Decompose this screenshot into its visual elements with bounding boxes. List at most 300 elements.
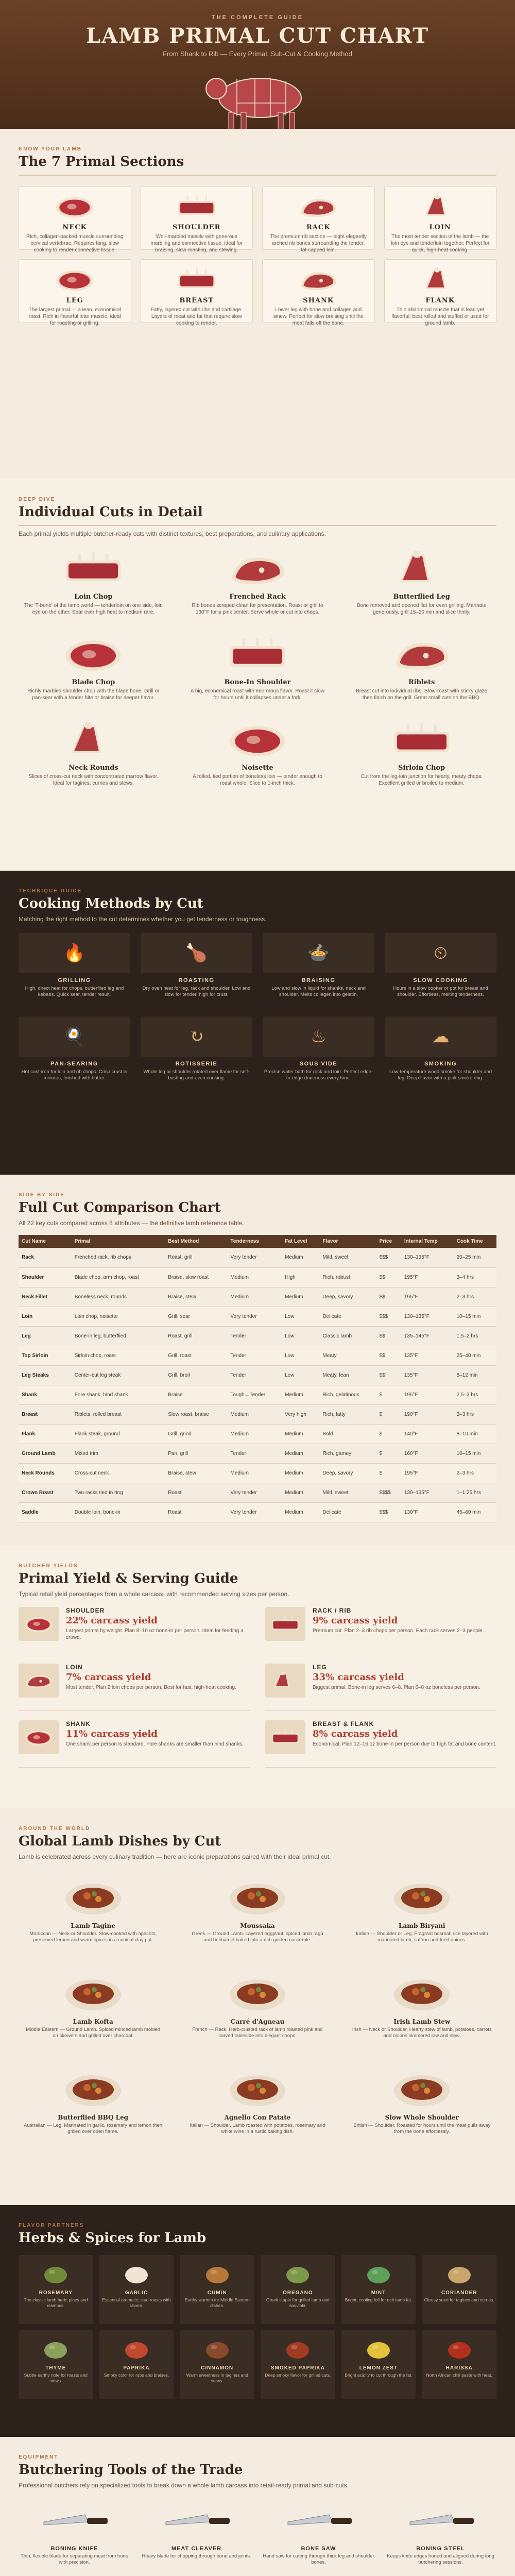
yield-item: [19, 1607, 250, 1654]
herbs-eyebrow: FLAVOR PARTNERS: [19, 2223, 84, 2228]
method-card[interactable]: [19, 1016, 130, 1090]
herb-description: North African chili paste with heat.: [426, 2372, 492, 2378]
herb-name: SMOKED PAPRIKA: [270, 2365, 325, 2371]
dish-image: [348, 1967, 496, 2016]
herb-icon: [21, 2259, 91, 2288]
table-cell: Medium: [227, 1287, 282, 1307]
table-cell: Braise, stew: [165, 1463, 227, 1483]
table-cell: 135°F: [401, 1346, 454, 1365]
table-row: [19, 1404, 496, 1424]
tools-grid: [19, 2498, 496, 2576]
table-cell: Delicate: [319, 1502, 376, 1522]
cut-description: Breast cut into individual ribs. Slow-roast with sticky glaze then finish on the grill. Great small cuts on the BBQ.: [356, 688, 488, 701]
table-cell: Medium: [227, 1267, 282, 1287]
tool-description: Keeps knife edges honed and aligned during long butchering sessions.: [387, 2553, 494, 2566]
individual-cuts: [0, 479, 515, 871]
cut-item[interactable]: [19, 719, 168, 796]
method-card[interactable]: [141, 1016, 252, 1090]
table-cell: $$$: [376, 1248, 401, 1267]
herb-name: ROSEMARY: [39, 2290, 73, 2296]
primal-eyebrow: KNOW YOUR LAMB: [19, 146, 82, 152]
table-row: [19, 1307, 496, 1326]
global-dishes: [0, 1808, 515, 2205]
method-card[interactable]: [385, 1016, 496, 1090]
methods-grid: [19, 933, 496, 1090]
table-cell: 3–4 hrs: [454, 1267, 496, 1287]
dish-name: Carré d'Agneau: [230, 2018, 285, 2025]
primal-name: LEG: [66, 297, 83, 304]
herb-icon: [263, 2334, 333, 2363]
primal-image: [147, 193, 247, 221]
comparison-chart: [0, 1175, 515, 1546]
method-name: PAN-SEARING: [50, 1061, 98, 1067]
table-cell: Tender: [227, 1346, 282, 1365]
cut-description: Slices of cross-cut neck with concentrated marrow flavor. Ideal for tagines, curries and stews.: [28, 774, 159, 786]
herb-icon: [182, 2259, 252, 2288]
divider: [19, 525, 496, 526]
table-cell: Center-cut leg steak: [72, 1365, 165, 1385]
plate-illustration: [391, 2064, 453, 2110]
dish-card[interactable]: [183, 2062, 332, 2151]
table-row: [19, 1248, 496, 1267]
primal-name: SHANK: [303, 297, 334, 304]
table-cell: Deep, savory: [319, 1287, 376, 1307]
table-cell: Low: [282, 1346, 319, 1365]
method-name: SOUS VIDE: [299, 1061, 338, 1067]
dish-card[interactable]: [348, 1871, 496, 1959]
yield-title: Primal Yield & Serving Guide: [19, 1571, 238, 1586]
dish-card[interactable]: [348, 2062, 496, 2151]
table-header-cell: Cut Name: [19, 1235, 72, 1248]
herb-card: [99, 2255, 174, 2324]
primal-description: The largest primal — a lean, economical roast. Rich in flavorful lean muscle, ideal for roasting or grilling.: [28, 307, 121, 326]
table-cell: Deep, savory: [319, 1463, 376, 1483]
dish-card[interactable]: [183, 1871, 332, 1959]
tools-description: Professional butchers rely on specialized tools to break down a whole lamb carcass into retail-ready primal and sub-cuts.: [19, 2482, 349, 2489]
herb-icon: [344, 2334, 414, 2363]
herb-card: [19, 2330, 93, 2399]
table-cell: $: [376, 1404, 401, 1424]
herbs-grid: [19, 2255, 496, 2399]
plate-illustration: [62, 1872, 124, 1919]
cut-description: Richly marbled shoulder chop with the blade bone. Grill or pan-sear with a tender bite or braise for deeper flavor.: [27, 688, 160, 701]
table-cell: 20–25 min: [454, 1248, 496, 1267]
table-cell: Roast, grill: [165, 1326, 227, 1346]
herb-card: [180, 2330, 254, 2399]
table-cell: Classic lamb: [319, 1326, 376, 1346]
cut-name: Sirloin Chop: [398, 764, 445, 772]
dish-description: Australian — Leg. Marinated in garlic, rosemary and lemon then grilled over open flame.: [24, 2123, 163, 2135]
table-cell: Tender: [227, 1444, 282, 1463]
cut-description: A big, economical roast with enormous flavor. Roast it slow for hours until it collapses under a fork.: [190, 688, 325, 701]
table-cell: 10–15 min: [454, 1444, 496, 1463]
meat-cut-illustration: [412, 266, 469, 294]
meat-cut-illustration: [57, 634, 129, 675]
table-cell: Medium: [282, 1385, 319, 1404]
primal-name: RACK: [306, 224, 331, 231]
table-cell: Frenched rack, rib chops: [72, 1248, 165, 1267]
herb-illustration: [42, 2336, 70, 2362]
hero-banner: [0, 0, 515, 129]
table-cell: Medium: [227, 1404, 282, 1424]
method-icon: 🔥: [19, 933, 130, 973]
yield-eyebrow: BUTCHER YIELDS: [19, 1563, 78, 1569]
yield-description: Premium cut. Plan 2–3 rib chops per person. Each rack serves 2–3 people.: [313, 1628, 484, 1634]
dish-card[interactable]: [348, 1967, 496, 2055]
meat-cut-illustration: [290, 193, 347, 221]
dish-name: Lamb Biryani: [399, 1922, 445, 1929]
plate-illustration: [227, 2064, 288, 2110]
dishes-title: Global Lamb Dishes by Cut: [19, 1834, 221, 1849]
meat-cut-illustration: [168, 193, 225, 221]
cut-image: [19, 633, 168, 675]
cut-item[interactable]: [347, 633, 496, 710]
table-row: [19, 1287, 496, 1307]
meat-cut-illustration: [412, 193, 469, 221]
herb-description: Warm sweetness in tagines and stews.: [186, 2372, 248, 2383]
table-cell: Medium: [282, 1444, 319, 1463]
table-cell: Very tender: [227, 1502, 282, 1522]
table-row: [19, 1365, 496, 1385]
table-cell: $$: [376, 1365, 401, 1385]
yield-description: Economical. Plan 12–16 oz bone-in per person due to high fat and bone content.: [313, 1741, 496, 1747]
primal-card[interactable]: [141, 259, 253, 326]
primal-card[interactable]: [384, 259, 497, 326]
cut-name: Frenched Rack: [229, 593, 286, 601]
dishes-description: Lamb is celebrated across every culinary tradition — here are iconic preparations paired with their ideal primal cut.: [19, 1853, 331, 1860]
table-cell: Low: [282, 1307, 319, 1326]
cut-item[interactable]: [19, 548, 168, 625]
herb-illustration: [203, 2261, 231, 2286]
cuts-grid: [19, 548, 496, 796]
primal-image: [269, 193, 368, 221]
table-cell: Shank: [19, 1385, 72, 1404]
herb-icon: [101, 2259, 172, 2288]
herb-description: Essential aromatic; stud roasts with slivers.: [102, 2297, 171, 2308]
hero-kicker: THE COMPLETE GUIDE: [211, 14, 304, 21]
table-cell: 130–135°F: [401, 1483, 454, 1502]
table-cell: Two racks tied in ring: [72, 1483, 165, 1502]
herb-description: Deep smoky flavor for grilled cuts.: [265, 2372, 331, 2378]
table-header-cell: Flavor: [319, 1235, 376, 1248]
tool-description: Thin, flexible blade for separating meat from bone with precision.: [20, 2553, 129, 2566]
table-cell: Bone-in leg, butterflied: [72, 1326, 165, 1346]
cut-name: Neck Rounds: [68, 764, 118, 772]
herb-description: The classic lamb herb; piney and resinous.: [24, 2297, 88, 2308]
plate-illustration: [227, 1968, 288, 2014]
table-row: [19, 1463, 496, 1483]
yield-value: 33% carcass yield: [313, 1672, 404, 1683]
cuts-description: Each primal yields multiple butcher-ready cuts with distinct textures, best preparations, and culinary applications.: [19, 530, 326, 537]
primal-title: The 7 Primal Sections: [19, 154, 184, 170]
dish-card[interactable]: [183, 1967, 332, 2055]
dish-card[interactable]: [19, 1871, 167, 1959]
herb-description: Bright acidity to cut through the fat.: [345, 2372, 413, 2378]
methods-title: Cooking Methods by Cut: [19, 896, 203, 911]
table-cell: 130°F: [401, 1502, 454, 1522]
dish-image: [19, 1871, 167, 1920]
tool-icon: [263, 2498, 374, 2543]
meat-cut-illustration: [221, 548, 294, 589]
method-name: ROTISSERIE: [175, 1061, 218, 1067]
table-header-cell: Primal: [72, 1235, 165, 1248]
yield-item: [265, 1720, 496, 1768]
herb-card: [261, 2330, 335, 2399]
yield-value: 22% carcass yield: [66, 1615, 158, 1626]
table-cell: Loin chop, noisette: [72, 1307, 165, 1326]
dish-name: Moussaka: [240, 1922, 275, 1929]
table-cell: Meaty: [319, 1346, 376, 1365]
table-cell: 1.5–2 hrs: [454, 1326, 496, 1346]
primal-card[interactable]: [262, 259, 375, 326]
table-cell: Shoulder: [19, 1267, 72, 1287]
cut-name: Blade Chop: [72, 679, 115, 686]
table-cell: Roast: [165, 1483, 227, 1502]
primal-name: SHOULDER: [173, 224, 221, 231]
dish-description: British — Shoulder. Roasted for hours until the meat pulls away from the bone effortlessly.: [353, 2123, 491, 2135]
primal-card[interactable]: [262, 186, 375, 253]
yield-guide: [0, 1546, 515, 1808]
table-cell: Medium: [227, 1463, 282, 1483]
cut-name: Noisette: [242, 764, 273, 772]
method-name: SMOKING: [424, 1061, 457, 1067]
dish-card[interactable]: [19, 1967, 167, 2055]
table-cell: Tender: [227, 1365, 282, 1385]
yield-text: [313, 1607, 484, 1634]
method-card[interactable]: [385, 933, 496, 1006]
dish-name: Slow Whole Shoulder: [385, 2114, 459, 2121]
table-header-cell: Fat Level: [282, 1235, 319, 1248]
table-cell: Meaty, lean: [319, 1365, 376, 1385]
meat-cut-illustration: [57, 719, 129, 760]
table-header-row: [19, 1235, 496, 1248]
table-cell: Neck Rounds: [19, 1463, 72, 1483]
herb-illustration: [284, 2261, 312, 2286]
comparison-title: Full Cut Comparison Chart: [19, 1200, 221, 1215]
table-row: [19, 1326, 496, 1346]
table-cell: Mixed trim: [72, 1444, 165, 1463]
cut-item[interactable]: [19, 633, 168, 710]
plate-illustration: [391, 1872, 453, 1919]
primal-card[interactable]: [141, 186, 253, 253]
table-cell: Braise: [165, 1385, 227, 1404]
herb-illustration: [284, 2336, 312, 2362]
table-row: [19, 1385, 496, 1404]
method-description: Whole leg or shoulder rotated over flame for self-basting and even cooking.: [143, 1069, 250, 1081]
table-cell: Grill, sear: [165, 1307, 227, 1326]
dish-name: Butterflied BBQ Leg: [58, 2114, 129, 2121]
herb-illustration: [365, 2336, 392, 2362]
table-cell: Pan, grill: [165, 1444, 227, 1463]
dish-image: [183, 1871, 332, 1920]
yield-grid: [19, 1607, 496, 1768]
dish-image: [348, 1871, 496, 1920]
table-row: [19, 1424, 496, 1444]
table-cell: 160°F: [401, 1444, 454, 1463]
method-card[interactable]: [19, 933, 130, 1006]
table-row: [19, 1267, 496, 1287]
yield-text: [66, 1607, 250, 1641]
table-cell: Ground Lamb: [19, 1444, 72, 1463]
table-cell: Grill, broil: [165, 1365, 227, 1385]
yield-value: 9% carcass yield: [313, 1615, 398, 1626]
herb-illustration: [445, 2336, 473, 2362]
table-cell: Fore shank, hind shank: [72, 1385, 165, 1404]
primal-description: Rich, collagen-packed muscle surrounding cervical vertebrae. Requires long, slow cooking to render connective tissue.: [26, 234, 124, 253]
yield-value: 11% carcass yield: [66, 1728, 158, 1739]
meat-cut-illustration: [386, 719, 458, 760]
primal-card[interactable]: [19, 186, 131, 253]
method-icon: ☁: [385, 1016, 496, 1057]
dish-description: French — Rack. Herb-crusted rack of lamb roasted pink and carved tableside into elegant chops.: [192, 2027, 323, 2039]
cooking-methods: [0, 871, 515, 1175]
dish-description: Greek — Ground Lamb. Layered eggplant, spiced lamb ragù and béchamel baked into a rich golden casserole.: [192, 1931, 323, 1943]
dish-image: [348, 2062, 496, 2112]
cut-item[interactable]: [183, 633, 333, 710]
herb-icon: [424, 2334, 494, 2363]
herb-icon: [344, 2259, 414, 2288]
dish-name: Agnello Con Patate: [224, 2114, 291, 2121]
table-cell: Mild, sweet: [319, 1248, 376, 1267]
dish-card[interactable]: [19, 2062, 167, 2151]
meat-cut-illustration: [57, 548, 129, 589]
herb-name: CINNAMON: [201, 2365, 234, 2371]
primal-image: [391, 266, 490, 294]
table-row: [19, 1444, 496, 1463]
herb-name: CUMIN: [207, 2290, 227, 2296]
table-row: [19, 1483, 496, 1502]
table-cell: Double loin, bone-in: [72, 1502, 165, 1522]
meat-cut-illustration: [22, 1669, 56, 1692]
tool-card: [385, 2498, 496, 2576]
table-cell: 2–3 hrs: [454, 1463, 496, 1483]
method-icon: 🍳: [19, 1016, 130, 1057]
herb-description: Bright, cooling foil for rich lamb fat.: [345, 2297, 413, 2302]
table-cell: Loin: [19, 1307, 72, 1326]
yield-image: [265, 1720, 305, 1754]
table-cell: Mild, sweet: [319, 1483, 376, 1502]
herb-icon: [101, 2334, 172, 2363]
herbs-spices: [0, 2205, 515, 2437]
dish-description: Moroccan — Neck or Shoulder. Slow-cooked with apricots, preserved lemon and warm spices in a conical clay pot.: [29, 1931, 157, 1943]
herb-card: [261, 2255, 335, 2324]
table-cell: Flank: [19, 1424, 72, 1444]
cut-image: [183, 548, 333, 590]
yield-text: [66, 1720, 244, 1748]
table-cell: Cross-cut neck: [72, 1463, 165, 1483]
knife-icon: [161, 2502, 233, 2538]
dish-description: Middle Eastern — Ground Lamb. Spiced minced lamb molded on skewers and grilled over charcoal.: [26, 2027, 161, 2039]
tool-description: Heavy blade for chopping through bone and joints.: [142, 2553, 251, 2559]
herb-card: [341, 2330, 416, 2399]
table-cell: Sirloin chop, roast: [72, 1346, 165, 1365]
divider: [19, 175, 496, 176]
herb-illustration: [123, 2261, 150, 2286]
table-cell: $: [376, 1424, 401, 1444]
knife-icon: [283, 2502, 355, 2538]
table-row: [19, 1346, 496, 1365]
yield-description: Biggest primal. Bone-in leg serves 6–8. Plan 6–8 oz boneless per person.: [313, 1685, 480, 1690]
table-cell: Low: [282, 1365, 319, 1385]
cut-item[interactable]: [347, 548, 496, 625]
tools-title: Butchering Tools of the Trade: [19, 2462, 243, 2478]
table-cell: 195°F: [401, 1463, 454, 1483]
table-cell: Bold: [319, 1424, 376, 1444]
table-cell: Low: [282, 1326, 319, 1346]
primal-card[interactable]: [19, 259, 131, 326]
method-card[interactable]: [263, 1016, 374, 1090]
comparison-table: [19, 1235, 496, 1522]
herb-name: PAPRIKA: [123, 2365, 150, 2371]
table-cell: Flank steak, ground: [72, 1424, 165, 1444]
table-cell: Very high: [282, 1404, 319, 1424]
yield-label: SHANK: [66, 1720, 91, 1727]
meat-cut-illustration: [268, 1726, 302, 1749]
cut-image: [183, 633, 333, 675]
method-icon: ⏲: [385, 933, 496, 973]
method-description: Dry oven heat for leg, rack and shoulder. Low and slow for tender, high for crust.: [142, 986, 251, 998]
table-row: [19, 1502, 496, 1522]
yield-description: Largest primal by weight. Plan 8–10 oz bone-in per person. Ideal for feeding a crowd.: [66, 1628, 244, 1640]
knife-icon: [405, 2502, 477, 2538]
meat-cut-illustration: [268, 1669, 302, 1692]
meat-cut-illustration: [386, 548, 458, 589]
meat-cut-illustration: [221, 719, 294, 760]
table-cell: 135–145°F: [401, 1326, 454, 1346]
herb-illustration: [445, 2261, 473, 2286]
table-cell: Rack: [19, 1248, 72, 1267]
primal-image: [269, 266, 368, 294]
primal-image: [147, 266, 247, 294]
herb-icon: [182, 2334, 252, 2363]
lamb-diagram-illustration: [196, 62, 319, 129]
cut-item[interactable]: [183, 548, 333, 625]
method-card[interactable]: [263, 933, 374, 1006]
table-cell: 140°F: [401, 1424, 454, 1444]
primal-card[interactable]: [384, 186, 497, 253]
table-cell: Very tender: [227, 1248, 282, 1267]
primal-sections: [0, 129, 515, 479]
primal-description: The most tender section of the lamb — the loin eye and tenderloin together. Perfect for quick, high-heat cooking.: [391, 234, 490, 253]
table-cell: $$$$: [376, 1483, 401, 1502]
herb-illustration: [123, 2336, 150, 2362]
table-cell: Medium: [282, 1424, 319, 1444]
table-cell: Roast: [165, 1502, 227, 1522]
herb-description: Citrusy seed for tagines and curries.: [424, 2297, 494, 2302]
table-cell: 195°F: [401, 1287, 454, 1307]
primal-image: [391, 193, 490, 221]
table-cell: 25–40 min: [454, 1346, 496, 1365]
comparison-description: All 22 key cuts compared across 8 attributes — the definitive lamb reference table.: [19, 1219, 244, 1227]
method-card[interactable]: [141, 933, 252, 1006]
cut-name: Bone-In Shoulder: [224, 679, 291, 686]
table-header-cell: Cook Time: [454, 1235, 496, 1248]
table-cell: Crown Roast: [19, 1483, 72, 1502]
cut-image: [347, 548, 496, 590]
plate-illustration: [62, 1968, 124, 2014]
herb-icon: [424, 2259, 494, 2288]
dish-name: Irish Lamb Stew: [393, 2018, 451, 2025]
herb-icon: [21, 2334, 91, 2363]
cut-item[interactable]: [347, 719, 496, 796]
table-cell: Rich, gelatinous: [319, 1385, 376, 1404]
cut-item[interactable]: [183, 719, 333, 796]
method-icon: ↻: [141, 1016, 252, 1057]
herb-card: [19, 2255, 93, 2324]
herb-name: OREGANO: [282, 2290, 313, 2296]
herb-description: Earthy warmth for Middle Eastern dishes.: [184, 2297, 250, 2308]
yield-image: [265, 1664, 305, 1698]
